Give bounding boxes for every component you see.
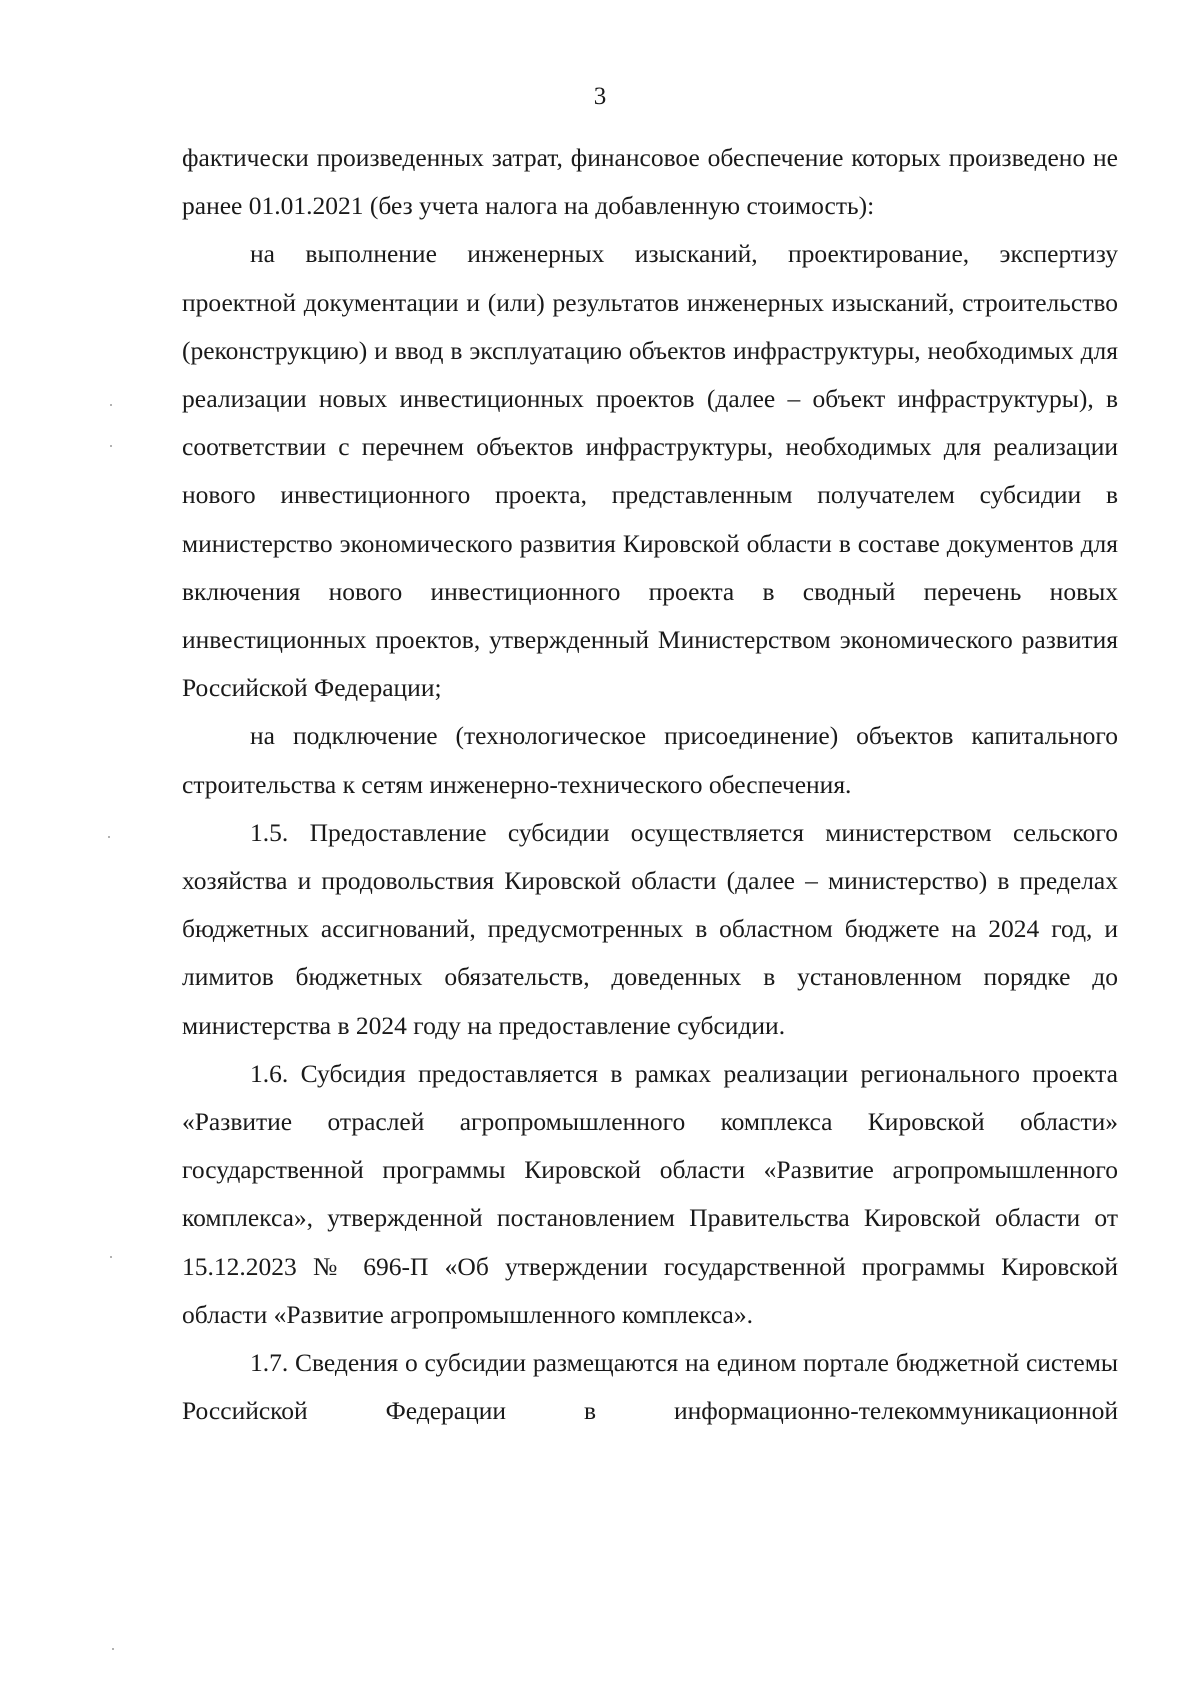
paragraph-1-6: 1.6. Субсидия предоставляется в рамках реализации регионального проекта «Развитие отраслей агропромышленного комплекса Кировской области» государственной программы Кировской области «Развитие агропромышленного комплекса», утвержденной постановлением Правительства Кировской области от 15.12.2023 № 696-П «Об утверждении государственной программы Кировской области «Развитие агропромышленного комплекса». <box>182 1058 1118 1329</box>
scan-speck <box>112 1648 114 1650</box>
scan-speck <box>110 404 112 406</box>
paragraph-continuation: фактически произведенных затрат, финансовое обеспечение которых произведено не ранее 01.01.2021 (без учета налога на добавленную стоимость): <box>182 143 1118 221</box>
scan-speck <box>108 836 110 838</box>
page-number: 3 <box>593 83 607 110</box>
paragraph-1-5: 1.5. Предоставление субсидии осуществляется министерством сельского хозяйства и продовольствия Кировской области (далее – министерство) в пределах бюджетных ассигнований, предусмотренных в областном бюджете на 2024 год, и лимитов бюджетных обязательств, доведенных в установленном порядке до министерства в 2024 году на предоставление субсидии. <box>182 817 1118 1040</box>
scan-speck <box>110 445 112 447</box>
document-body <box>182 134 1118 1435</box>
paragraph-grid-connection: на подключение (технологическое присоединение) объектов капитального строительства к сетям инженерно-технического обеспечения. <box>182 721 1118 799</box>
paragraph-infrastructure-costs: на выполнение инженерных изысканий, проектирование, экспертизу проектной документации и (или) результатов инженерных изысканий, строительство (реконструкцию) и ввод в эксплуатацию объектов инфраструктуры, необходимых для реализации новых инвестиционных проектов (далее – объект инфраструктуры), в соответствии с перечнем объектов инфраструктуры, необходимых для реализации нового инвестиционного проекта, представленным получателем субсидии в министерство экономического развития Кировской области в составе документов для включения нового инвестиционного проекта в сводный перечень новых инвестиционных проектов, утвержденный Министерством экономического развития Российской Федерации; <box>182 239 1118 703</box>
scan-speck <box>110 1256 112 1258</box>
paragraph-1-7: 1.7. Сведения о субсидии размещаются на едином портале бюджетной системы Российской Федерации в информационно-телекоммуникационной <box>182 1348 1118 1426</box>
